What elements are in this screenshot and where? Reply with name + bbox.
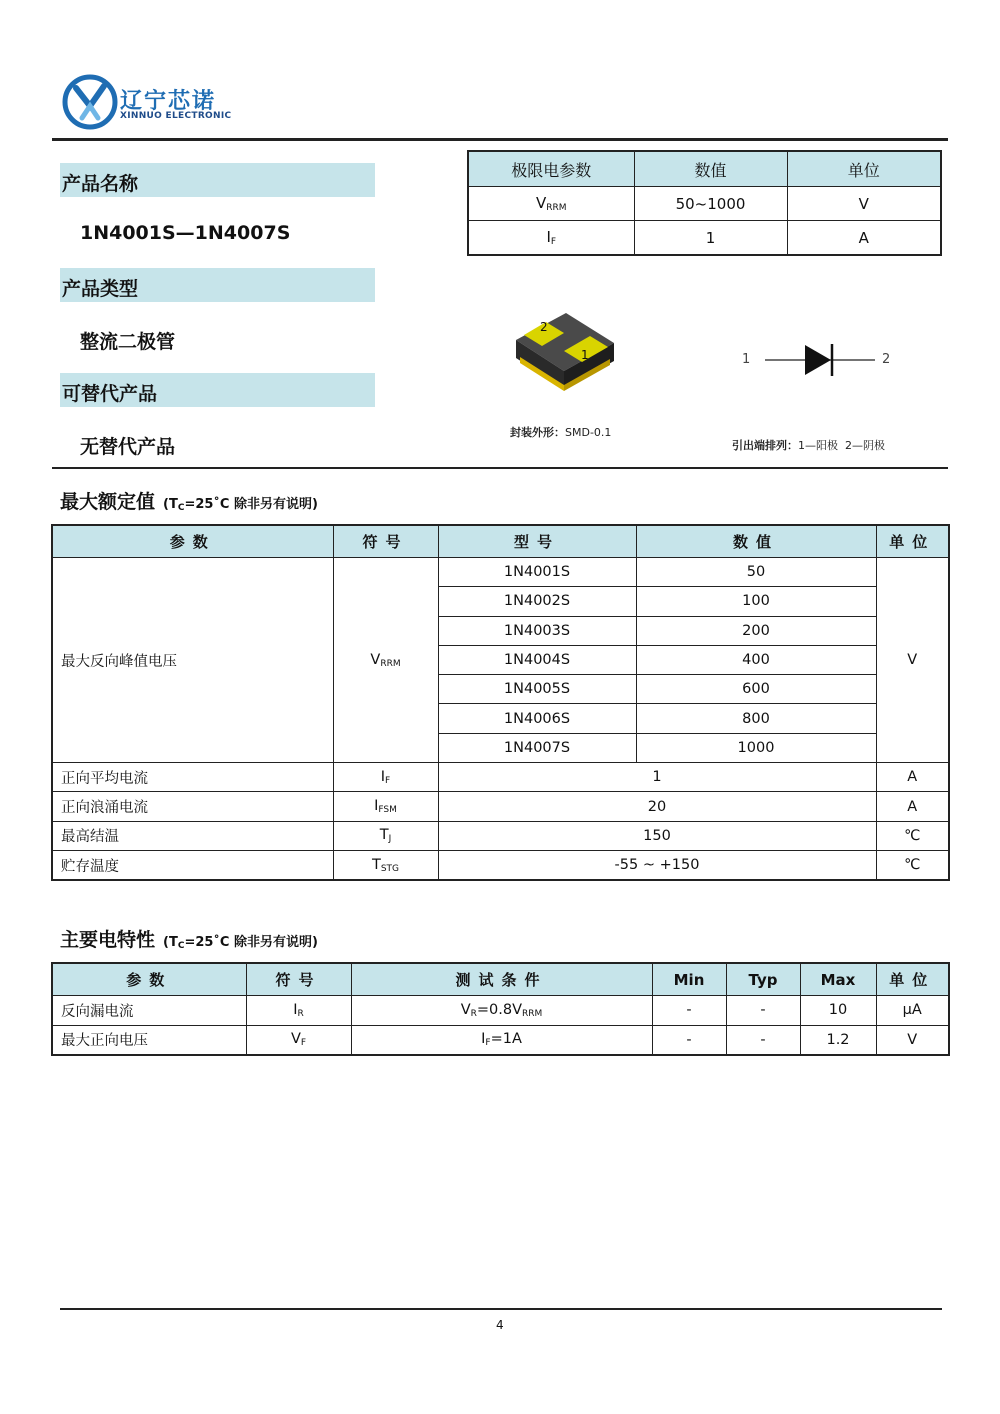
- header-cell: 数值: [634, 151, 787, 187]
- symbol: V: [370, 651, 381, 668]
- typ-cell: -: [726, 996, 800, 1026]
- header-cell: Typ: [726, 963, 800, 996]
- max-ratings-title: [60, 487, 318, 514]
- cond-part: V: [460, 1001, 471, 1018]
- min-cell: -: [652, 996, 726, 1026]
- cond-symbol: (T: [163, 497, 178, 512]
- symbol-subscript: FSM: [378, 805, 397, 816]
- unit-cell: A: [876, 792, 949, 821]
- cond-subscript: RRM: [522, 1008, 543, 1019]
- model-cell: 1N4004S: [438, 645, 636, 674]
- symbol-cell: [468, 221, 634, 256]
- cond-subscript: C: [177, 941, 185, 951]
- table-row: [52, 821, 949, 850]
- cond-subscript: R: [470, 1008, 477, 1019]
- symbol-cell: [333, 850, 438, 880]
- pin-caption-value: 1—阳极 2—阴极: [798, 439, 885, 452]
- symbol-cell: [468, 187, 634, 221]
- value-cell: -55 ~ +150: [438, 850, 876, 880]
- symbol-cell: [333, 558, 438, 763]
- header-cell: 型号: [438, 525, 636, 558]
- product-type-band: [60, 268, 375, 302]
- alternative-label: 可替代产品: [62, 383, 158, 405]
- value-cell: 1000: [636, 733, 876, 762]
- electrical-title: [60, 925, 318, 952]
- param-cell: 正向平均电流: [52, 763, 333, 792]
- max-cell: 10: [800, 996, 876, 1026]
- value-cell: 150: [438, 821, 876, 850]
- header-rule: [52, 138, 948, 141]
- value-cell: 1: [438, 763, 876, 792]
- cond-part: =1A: [490, 1031, 522, 1048]
- pad-1-label: 1: [581, 348, 589, 362]
- unit-cell: V: [876, 1025, 949, 1055]
- header-cell: 极限电参数: [468, 151, 634, 187]
- pin-2-label: 2: [882, 352, 891, 367]
- symbol-subscript: J: [388, 834, 392, 845]
- min-cell: -: [652, 1025, 726, 1055]
- max-ratings-condition: [163, 497, 318, 512]
- cond-subscript: F: [485, 1038, 491, 1049]
- unit-cell: ℃: [876, 850, 949, 880]
- param-cell: 最大正向电压: [52, 1025, 246, 1055]
- header-cell: 符号: [246, 963, 351, 996]
- symbol-cell: [333, 763, 438, 792]
- symbol: V: [290, 1031, 301, 1048]
- table-header-row: [52, 963, 949, 996]
- header-cell: 单位: [787, 151, 941, 187]
- symbol-subscript: F: [300, 1038, 307, 1049]
- symbol-subscript: RRM: [380, 658, 401, 669]
- table-header-row: [52, 525, 949, 558]
- table-row: [468, 187, 941, 221]
- symbol-cell: [333, 821, 438, 850]
- product-type-value: 整流二极管: [80, 331, 176, 353]
- model-cell: 1N4007S: [438, 733, 636, 762]
- max-cell: 1.2: [800, 1025, 876, 1055]
- param-cell: 反向漏电流: [52, 996, 246, 1026]
- cond-rest: =25˚C 除非另有说明): [184, 935, 318, 950]
- product-name-band: [60, 163, 375, 197]
- company-logo-icon: [62, 74, 118, 130]
- value-cell: 800: [636, 704, 876, 733]
- cond-part: I: [481, 1031, 486, 1048]
- package-caption: [510, 424, 611, 440]
- max-ratings-title-text: 最大额定值: [60, 491, 156, 513]
- condition-cell: [351, 996, 652, 1026]
- table-row: [52, 558, 949, 587]
- value-cell: 50~1000: [634, 187, 787, 221]
- unit-cell: A: [787, 221, 941, 256]
- pin-1-label: 1: [742, 352, 751, 367]
- unit-cell: V: [876, 558, 949, 763]
- company-name-cn: 辽宁芯诺: [120, 89, 217, 114]
- header-cell: 测试条件: [351, 963, 652, 996]
- header-cell: 数值: [636, 525, 876, 558]
- unit-cell: ℃: [876, 821, 949, 850]
- diode-symbol-icon: [760, 340, 880, 380]
- symbol-subscript: STG: [380, 863, 400, 874]
- symbol-subscript: F: [385, 775, 391, 786]
- typ-cell: -: [726, 1025, 800, 1055]
- value-cell: 20: [438, 792, 876, 821]
- pin-caption: [725, 424, 885, 453]
- electrical-characteristics-table: [51, 962, 950, 1056]
- symbol: T: [371, 856, 381, 873]
- section-rule: [52, 467, 948, 469]
- footer-rule: [60, 1308, 942, 1310]
- model-cell: 1N4001S: [438, 558, 636, 587]
- value-cell: 400: [636, 645, 876, 674]
- symbol: T: [379, 827, 389, 844]
- symbol: I: [380, 768, 386, 785]
- unit-cell: A: [876, 763, 949, 792]
- symbol: I: [293, 1001, 298, 1018]
- cond-part: =0.8V: [476, 1001, 523, 1018]
- symbol-cell: [246, 996, 351, 1026]
- header-cell: 参数: [52, 525, 333, 558]
- param-cell: 贮存温度: [52, 850, 333, 880]
- unit-cell: μA: [876, 996, 949, 1026]
- value-cell: 100: [636, 587, 876, 616]
- cond-subscript: C: [177, 503, 185, 513]
- header-cell: 单位: [876, 963, 949, 996]
- company-name-en: XINNUO ELECTRONIC: [120, 111, 232, 121]
- param-cell: 最大反向峰值电压: [52, 558, 333, 763]
- symbol-cell: [333, 792, 438, 821]
- value-cell: 200: [636, 616, 876, 645]
- value-cell: 1: [634, 221, 787, 256]
- product-type-label: 产品类型: [62, 278, 139, 300]
- model-cell: 1N4005S: [438, 675, 636, 704]
- symbol: V: [535, 194, 547, 212]
- alternative-band: [60, 373, 375, 407]
- pin-caption-label: 引出端排列：: [732, 439, 798, 452]
- table-header-row: [468, 151, 941, 187]
- symbol-subscript: F: [550, 237, 557, 247]
- electrical-title-text: 主要电特性: [60, 929, 156, 951]
- table-row: [52, 1025, 949, 1055]
- symbol-subscript: RRM: [546, 203, 567, 213]
- model-cell: 1N4002S: [438, 587, 636, 616]
- table-row: [52, 792, 949, 821]
- pad-2-label: 2: [540, 320, 548, 334]
- unit-cell: V: [787, 187, 941, 221]
- product-name-value: 1N4001S—1N4007S: [80, 222, 291, 244]
- header-cell: 符号: [333, 525, 438, 558]
- table-row: [52, 763, 949, 792]
- max-ratings-table: [51, 524, 950, 881]
- table-row: [468, 221, 941, 256]
- header-cell: Max: [800, 963, 876, 996]
- condition-cell: [351, 1025, 652, 1055]
- param-cell: 正向浪涌电流: [52, 792, 333, 821]
- package-illustration: [510, 305, 620, 400]
- value-cell: 50: [636, 558, 876, 587]
- param-cell: 最高结温: [52, 821, 333, 850]
- value-cell: 600: [636, 675, 876, 704]
- product-name-label: 产品名称: [62, 173, 139, 195]
- model-cell: 1N4003S: [438, 616, 636, 645]
- model-cell: 1N4006S: [438, 704, 636, 733]
- symbol-cell: [246, 1025, 351, 1055]
- table-row: [52, 996, 949, 1026]
- package-caption-label: 封装外形：: [510, 426, 565, 439]
- symbol: I: [546, 228, 551, 246]
- header-cell: 参数: [52, 963, 246, 996]
- table-row: [52, 850, 949, 880]
- header-cell: Min: [652, 963, 726, 996]
- page-number: 4: [496, 1318, 504, 1332]
- cond-rest: =25˚C 除非另有说明): [184, 497, 318, 512]
- header-cell: 单位: [876, 525, 949, 558]
- electrical-condition: [163, 935, 318, 950]
- limit-parameters-table: [467, 150, 942, 256]
- package-caption-value: SMD-0.1: [565, 426, 612, 439]
- symbol: I: [374, 798, 379, 815]
- cond-symbol: (T: [163, 935, 178, 950]
- symbol-subscript: R: [297, 1008, 304, 1019]
- alternative-value: 无替代产品: [80, 436, 176, 458]
